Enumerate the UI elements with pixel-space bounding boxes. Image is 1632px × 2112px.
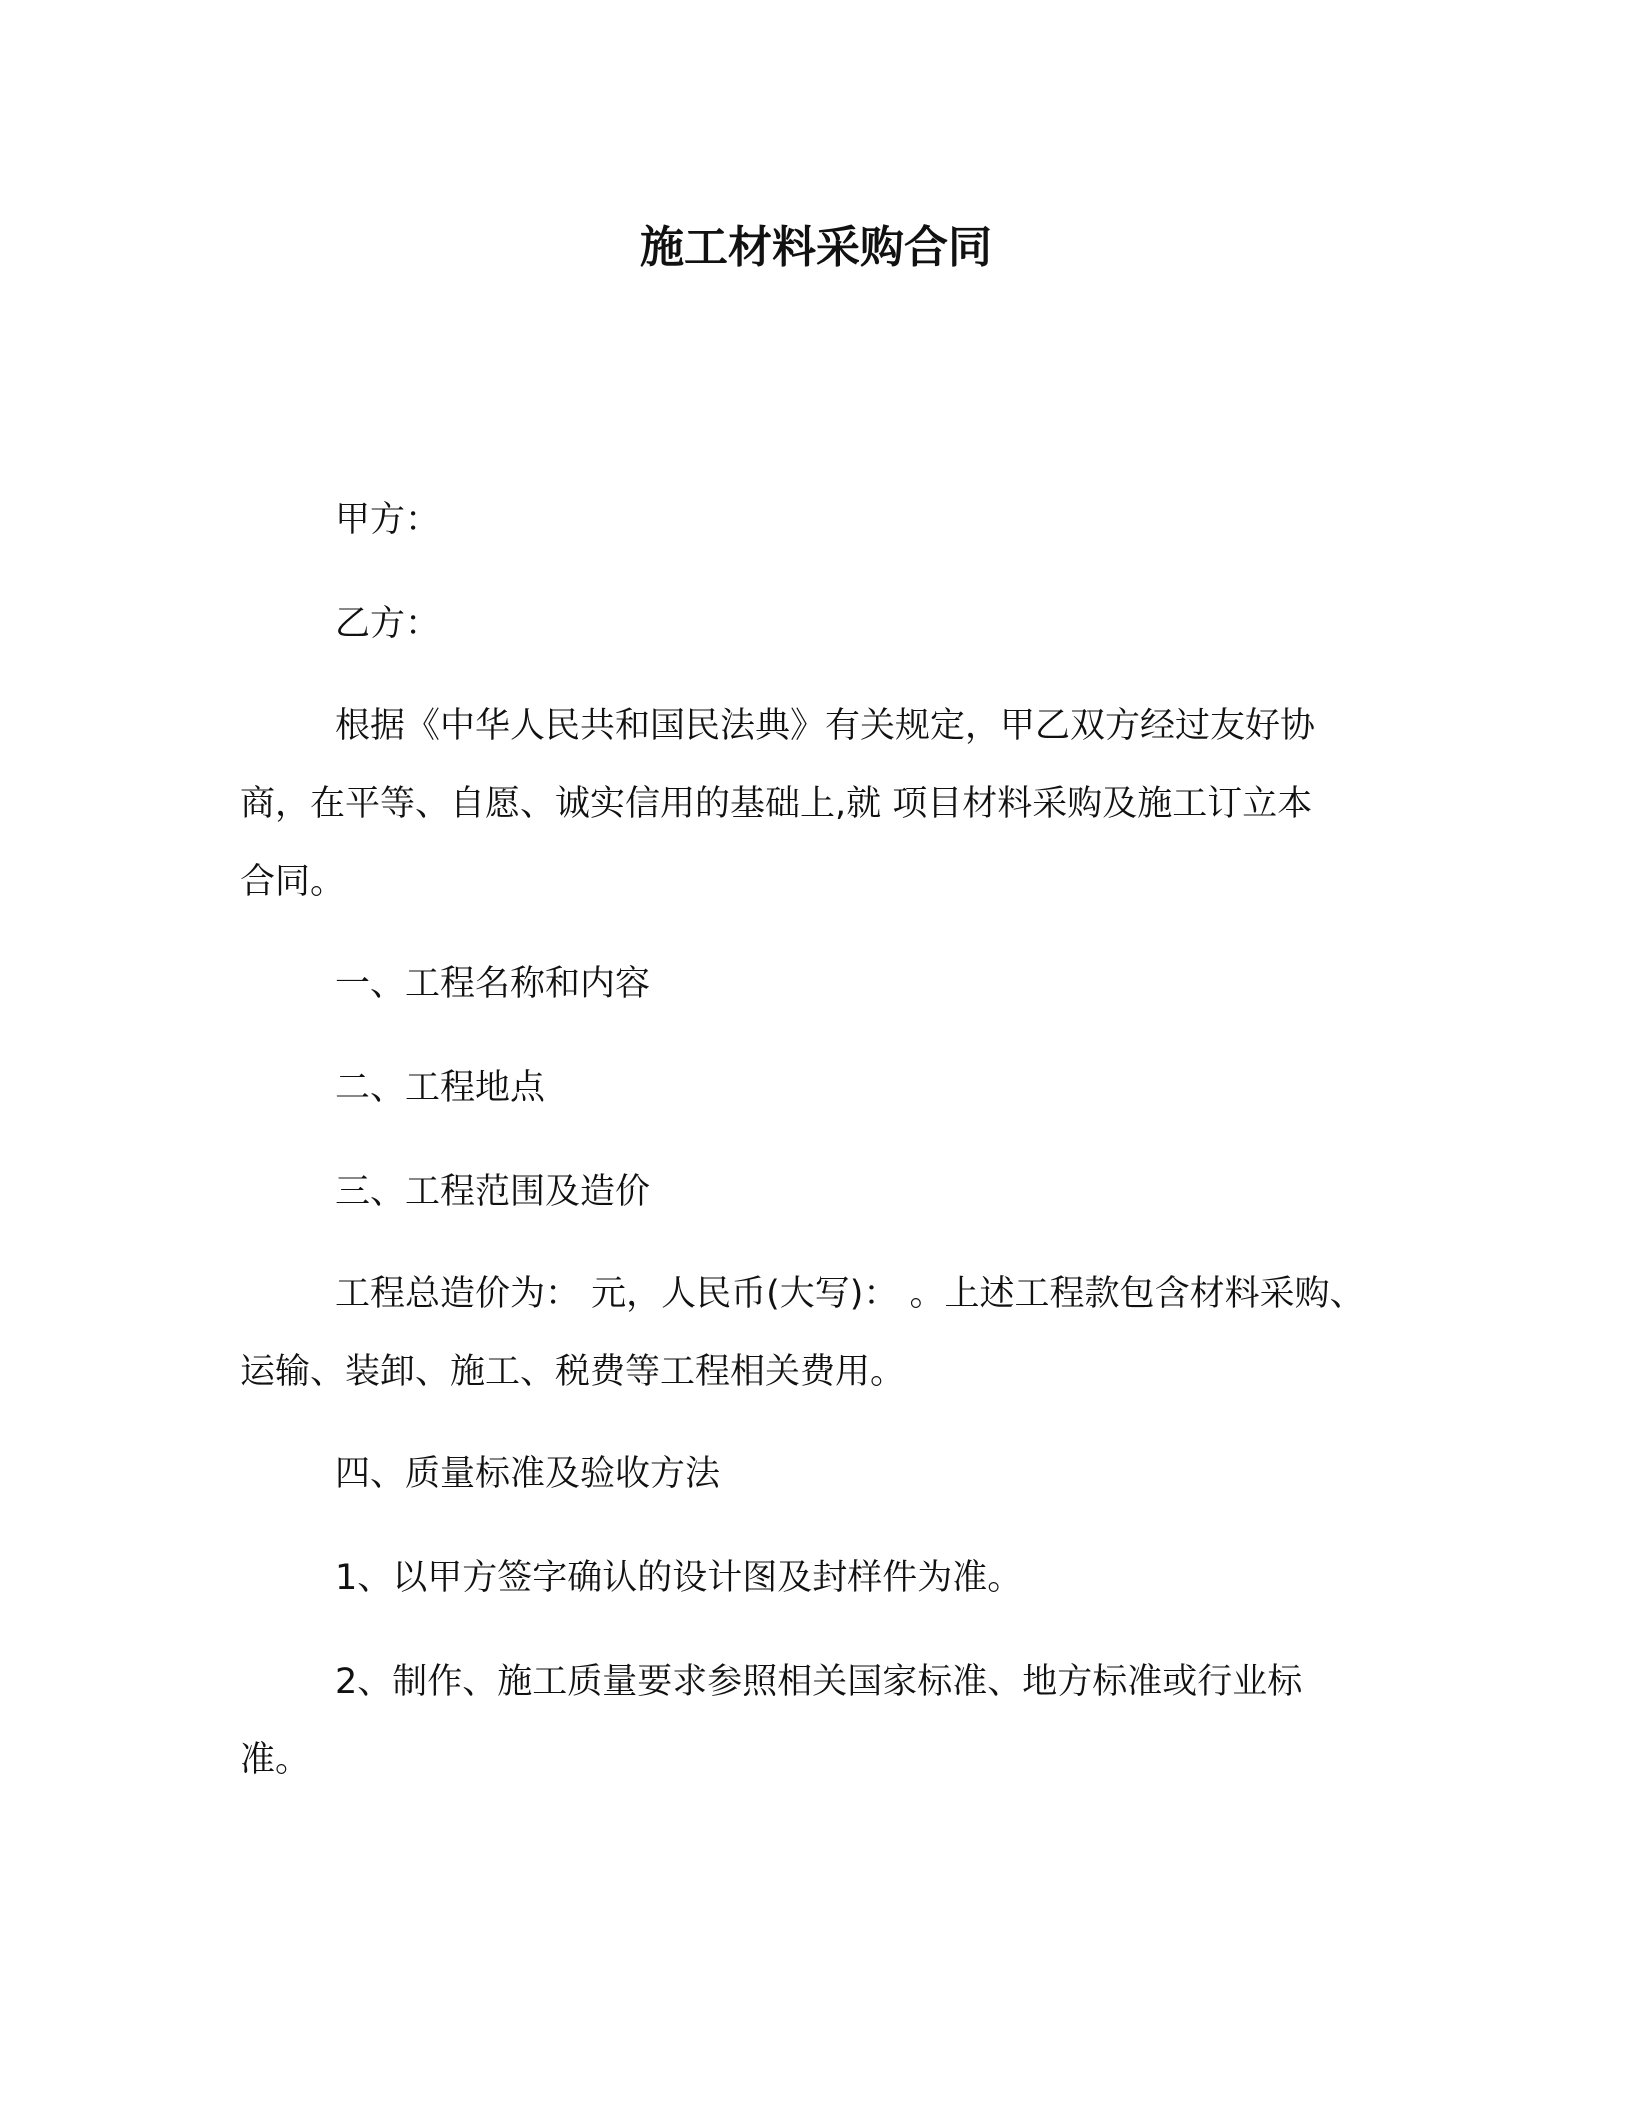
section-heading-2: 二、工程地点 (335, 1068, 546, 1108)
preamble-line-2: 商，在平等、自愿、诚实信用的基础上,就 项目材料采购及施工订立本 (240, 784, 1313, 824)
preamble-line-3: 合同。 (240, 862, 346, 902)
party-a-label: 甲方： (335, 500, 441, 540)
quality-item-1: 1、以甲方签字确认的设计图及封样件为准。 (335, 1558, 1023, 1598)
document-title: 施工材料采购合同 (640, 222, 992, 273)
price-clause-line-1: 工程总造价为： 元，人民币(大写)： 。上述工程款包含材料采购、 (335, 1274, 1365, 1314)
section-heading-4: 四、质量标准及验收方法 (335, 1454, 721, 1494)
section-heading-3: 三、工程范围及造价 (335, 1172, 651, 1212)
price-clause-line-2: 运输、装卸、施工、税费等工程相关费用。 (240, 1352, 906, 1392)
party-b-label: 乙方： (335, 604, 441, 644)
quality-item-2-line-1: 2、制作、施工质量要求参照相关国家标准、地方标准或行业标 (335, 1662, 1303, 1702)
preamble-line-1: 根据《中华人民共和国民法典》有关规定，甲乙双方经过友好协 (335, 706, 1316, 746)
quality-item-2-line-2: 准。 (240, 1740, 311, 1780)
section-heading-1: 一、工程名称和内容 (335, 964, 651, 1004)
